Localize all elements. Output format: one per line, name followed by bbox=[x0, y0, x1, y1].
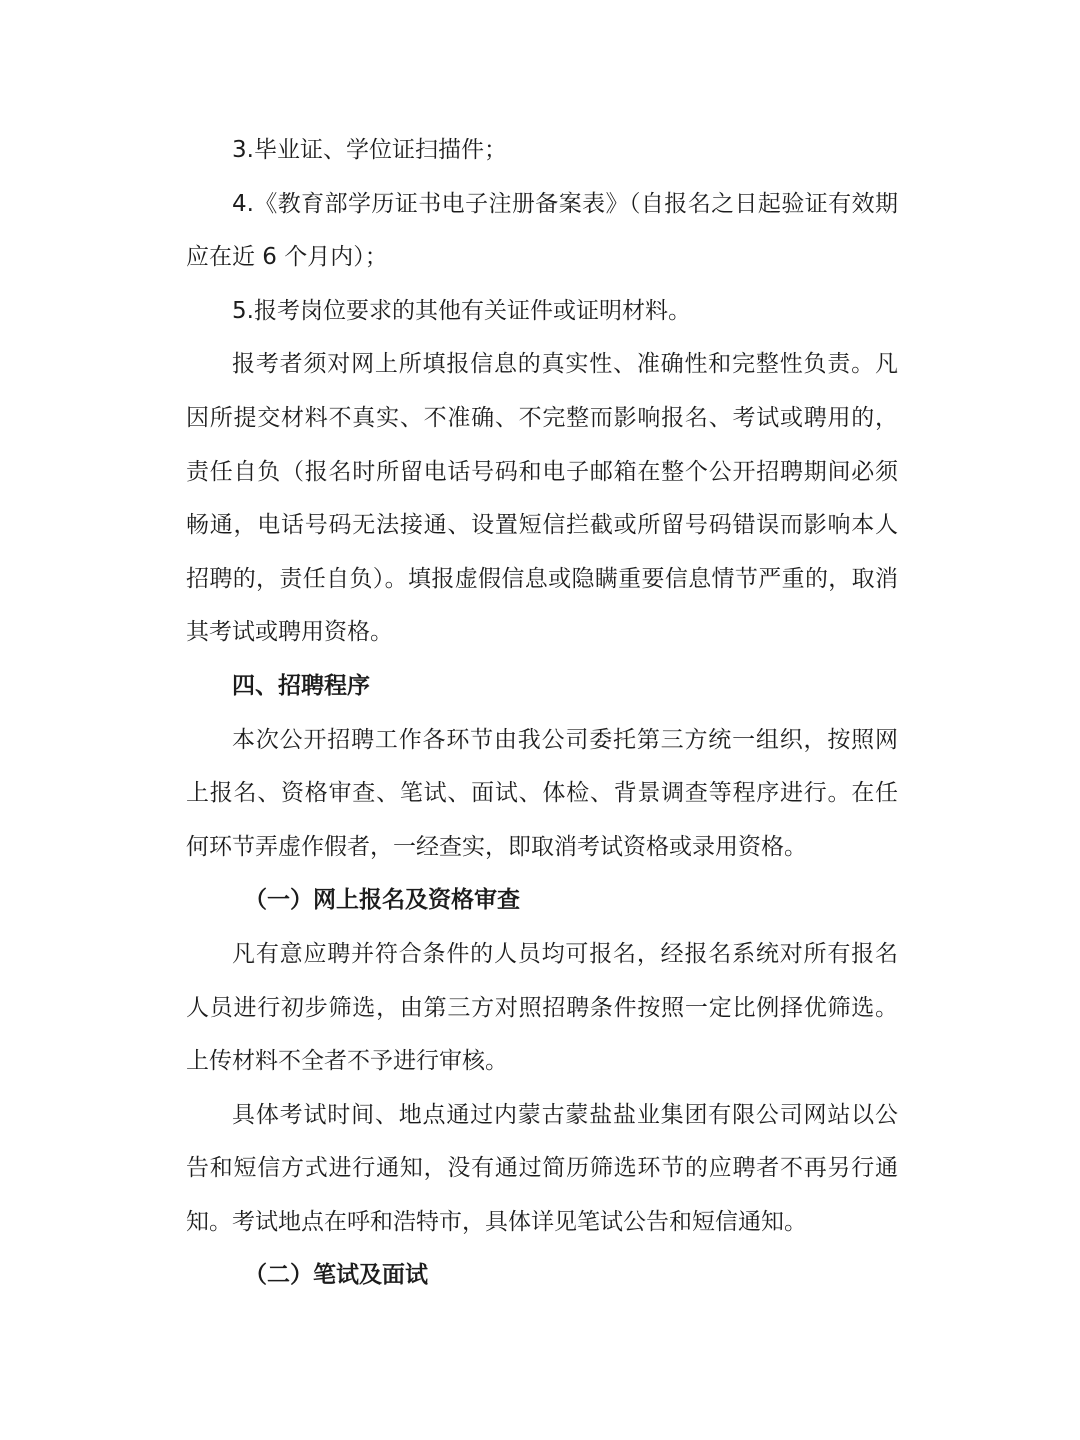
list-item-4: 4.《教育部学历证书电子注册备案表》（自报名之日起验证有效期应在近 6 个月内）； bbox=[186, 190, 898, 271]
registration-paragraph: 凡有意应聘并符合条件的人员均可报名，经报名系统对所有报名人员进行初步筛选，由第三方对照招聘条件按照一定比例择优筛选。上传材料不全者不予进行审核。 bbox=[186, 940, 898, 1075]
subsection-heading-written-and-interview: （二）笔试及面试 bbox=[244, 1262, 428, 1289]
subsection-heading-online-registration: （一）网上报名及资格审查 bbox=[244, 887, 520, 914]
exam-notice-paragraph: 具体考试时间、地点通过内蒙古蒙盐盐业集团有限公司网站以公告和短信方式进行通知，没有通过简历筛选环节的应聘者不再另行通知。考试地点在呼和浩特市，具体详见笔试公告和短信通知。 bbox=[186, 1101, 898, 1235]
document-page bbox=[186, 124, 898, 1303]
responsibility-paragraph: 报考者须对网上所填报信息的真实性、准确性和完整性负责。凡因所提交材料不真实、不准确、不完整而影响报名、考试或聘用的，责任自负（报名时所留电话号码和电子邮箱在整个公开招聘期间必须畅通，电话号码无法接通、设置短信拦截或所留号码错误而影响本人招聘的，责任自负）。填报虚假信息或隐瞒重要信息情节严重的，取消其考试或聘用资格。 bbox=[186, 351, 898, 646]
list-item-5: 5.报考岗位要求的其他有关证件或证明材料。 bbox=[232, 297, 691, 324]
section-intro-paragraph: 本次公开招聘工作各环节由我公司委托第三方统一组织，按照网上报名、资格审查、笔试、面试、体检、背景调查等程序进行。在任何环节弄虚作假者，一经查实，即取消考试资格或录用资格。 bbox=[186, 726, 898, 860]
list-item-3: 3.毕业证、学位证扫描件； bbox=[232, 137, 507, 163]
section-heading-recruitment-procedure: 四、招聘程序 bbox=[232, 672, 370, 699]
